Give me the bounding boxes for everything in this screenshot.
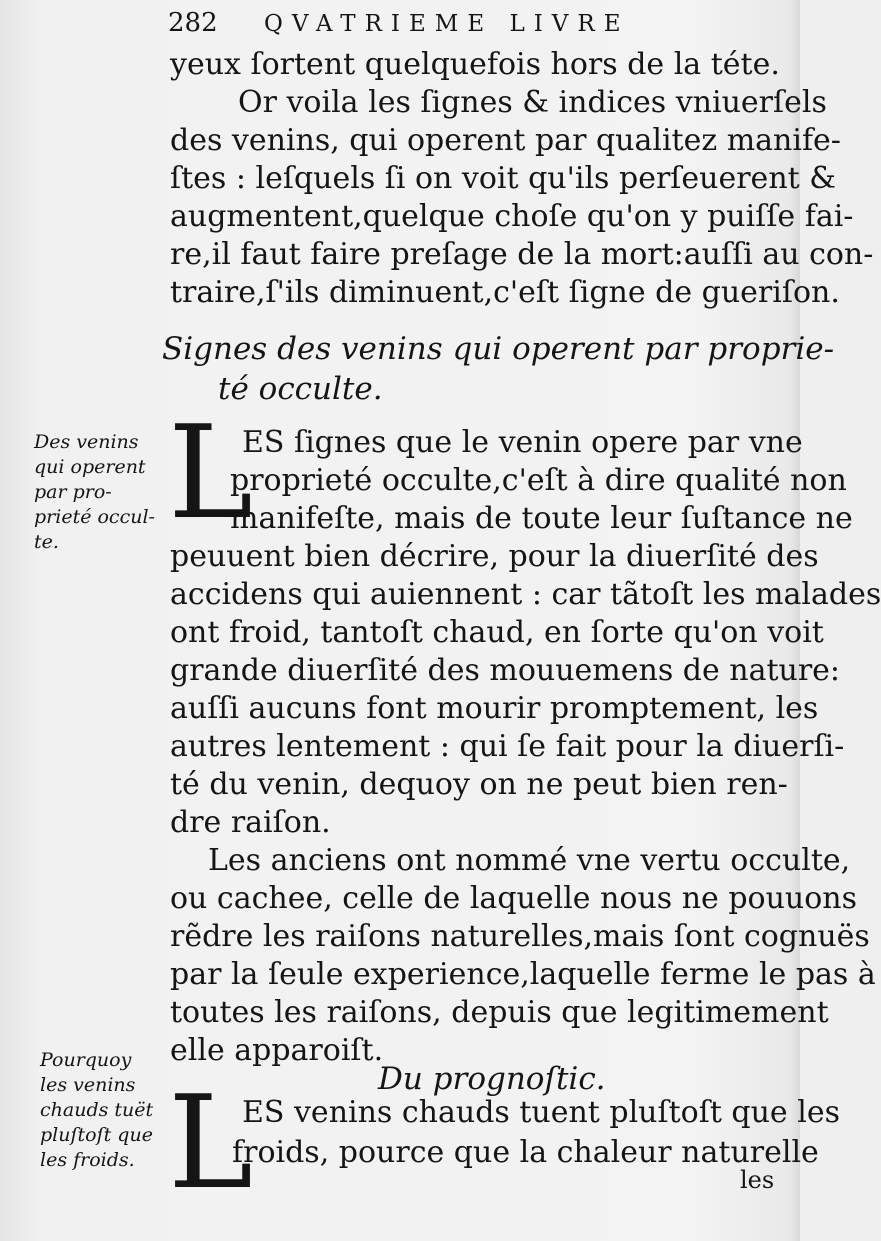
drop-cap: L (168, 1069, 253, 1218)
text-line: froids, pource que la chaleur naturelle (232, 1135, 819, 1170)
section-heading-cont: té occulte. (218, 371, 383, 407)
text-line: rẽdre les raiſons naturelles,mais ſont cognuës (170, 919, 870, 954)
margin-note-line: qui operent (34, 456, 146, 478)
text-line: elle apparoiſt. (170, 1033, 384, 1068)
text-line: autres lentement : qui ſe fait pour la diuerſi- (170, 729, 845, 764)
page-header (168, 8, 708, 48)
margin-note-line: Pourquoy (40, 1049, 132, 1071)
text-line: toutes les raiſons, depuis que legitimement (170, 995, 829, 1030)
margin-note (40, 1048, 153, 1173)
text-line: manifeſte, mais de toute leur ſuſtance ne (230, 501, 853, 536)
text-line: yeux ſortent quelquefois hors de la téte. (170, 47, 780, 82)
text-line: proprieté occulte,c'eſt à dire qualité non (230, 463, 847, 498)
text-line: té du venin, dequoy on ne peut bien ren- (170, 767, 788, 802)
margin-note-line: par pro- (34, 481, 112, 503)
text-line: ES ſignes que le venin opere par vne (242, 425, 803, 460)
margin-note-line: prieté occul- (34, 506, 155, 528)
text-line: ſtes : leſquels ſi on voit qu'ils perſeuerent & (170, 161, 836, 196)
text-line: accidens qui auiennent : car tãtoſt les malades (170, 577, 881, 612)
text-line: re,il faut faire preſage de la mort:auſſi au con- (170, 237, 874, 272)
text-line: Les anciens ont nommé vne vertu occulte, (208, 843, 851, 878)
text-line: par la ſeule experience,laquelle ferme le pas à (170, 957, 876, 992)
text-line: ou cachee, celle de laquelle nous ne pouuons (170, 881, 858, 916)
text-line: ES venins chauds tuent pluſtoſt que les (242, 1095, 840, 1130)
margin-note-line: chauds tuët (40, 1099, 154, 1121)
section-heading: Signes des venins qui operent par proprie- (162, 331, 835, 367)
drop-cap: L (168, 399, 253, 548)
catchword: les (740, 1166, 775, 1194)
margin-note-line: pluſtoſt que (40, 1124, 153, 1146)
text-line: Or voila les ſignes & indices vniuerſels (238, 85, 827, 120)
text-line: traire,ſ'ils diminuent,c'eſt ſigne de gueriſon. (170, 275, 840, 310)
margin-note (34, 430, 155, 555)
text-line: grande diuerſité des mouuemens de nature: (170, 653, 841, 688)
text-line: auſſi aucuns font mourir promptement, les (170, 691, 819, 726)
section-heading: Du prognoſtic. (378, 1061, 606, 1097)
text-line: des venins, qui operent par qualitez manife- (170, 123, 841, 158)
text-line: dre raiſon. (170, 805, 331, 840)
margin-note-line: te. (34, 531, 59, 553)
page-number: 282 (168, 8, 218, 38)
running-title: QVATRIEME LIVRE (264, 11, 630, 37)
margin-note-line: les froids. (40, 1149, 135, 1171)
text-line: peuuent bien décrire, pour la diuerſité des (170, 539, 819, 574)
text-line: augmentent,quelque choſe qu'on y puiſſe fai- (170, 199, 854, 234)
margin-note-line: Des venins (34, 431, 139, 453)
text-line: ont froid, tantoſt chaud, en ſorte qu'on voit (170, 615, 824, 650)
margin-note-line: les venins (40, 1074, 136, 1096)
